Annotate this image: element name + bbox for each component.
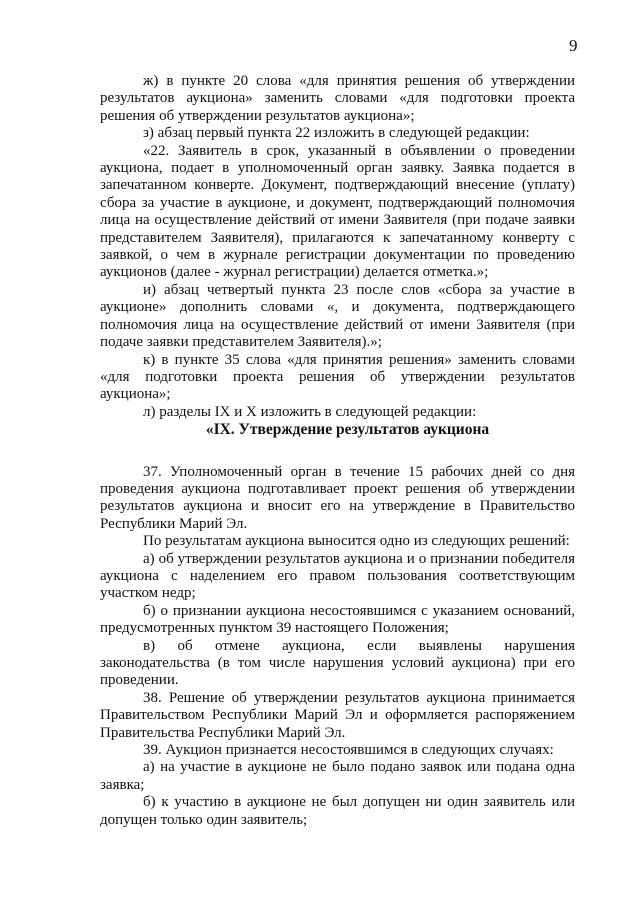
document-body <box>100 73 575 829</box>
paragraph: По результатам аукциона выносится одно из следующих решений: <box>143 533 570 550</box>
section-heading: «IX. Утверждение результатов аукциона <box>205 421 490 439</box>
paragraph: в) об отмене аукциона, если выявлены нарушения законодательства (в том числе нарушения условий аукциона) при его проведении. <box>100 637 575 689</box>
paragraph: з) абзац первый пункта 22 изложить в следующей редакции: <box>143 125 530 142</box>
paragraph: ж) в пункте 20 слова «для принятия решения об утверждении результатов аукциона» заменить словами «для подготовки проекта решения об утверждении результатов аукциона»; <box>100 73 575 124</box>
spacer <box>100 439 575 464</box>
paragraph: к) в пункте 35 слова «для принятия решения» заменить словами «для подготовки проекта решения об утверждении результатов аукциона»; <box>100 351 575 403</box>
paragraph: л) разделы IX и X изложить в следующей редакции: <box>143 403 477 420</box>
paragraph: а) об утверждении результатов аукциона и о признании победителя аукциона с наделением его правом пользования соответствующим участком недр; <box>100 550 575 602</box>
paragraph: 37. Уполномоченный орган в течение 15 рабочих дней со дня проведения аукциона подготавливает проект решения об утверждении результатов аукциона и вносит его на утверждение в Правительство Республики Марий Эл. <box>100 463 575 532</box>
paragraph: б) о признании аукциона несостоявшимся с указанием оснований, предусмотренных пунктом 39 настоящего Положения; <box>100 602 575 637</box>
paragraph: и) абзац четвертый пункта 23 после слов «сбора за участие в аукционе» дополнить словами «, и документа, подтверждающего полномочия лица на осуществление действий от имени Заявителя (при подаче заявки представителем Заявителя).»; <box>100 281 575 351</box>
paragraph: 38. Решение об утверждении результатов аукциона принимается Правительством Республики Марий Эл и оформляется распоряжением Правительства Республики Марий Эл. <box>100 689 575 741</box>
paragraph: 39. Аукцион признается несостоявшимся в следующих случаях: <box>143 742 554 759</box>
paragraph: а) на участие в аукционе не было подано заявок или подана одна заявка; <box>100 759 575 793</box>
paragraph: «22. Заявитель в срок, указанный в объявлении о проведении аукциона, подает в уполномоченный орган заявку. Заявка подается в запечатанном конверте. Документ, подтверждающий внесение (уплату) сбора за участие в аукционе, и документ, подтверждающий полномочия лица на осуществление действий от имени Заявителя (при подаче заявки представителем Заявителя), прилагаются к запечатанному конверту с заявкой, о чем в журнале регистрации документации по проведению аукционов (далее - журнал регистрации) делается отметка.»; <box>100 142 575 281</box>
page-number: 9 <box>569 36 578 55</box>
paragraph: б) к участию в аукционе не был допущен ни один заявитель или допущен только один заявитель; <box>100 794 575 828</box>
